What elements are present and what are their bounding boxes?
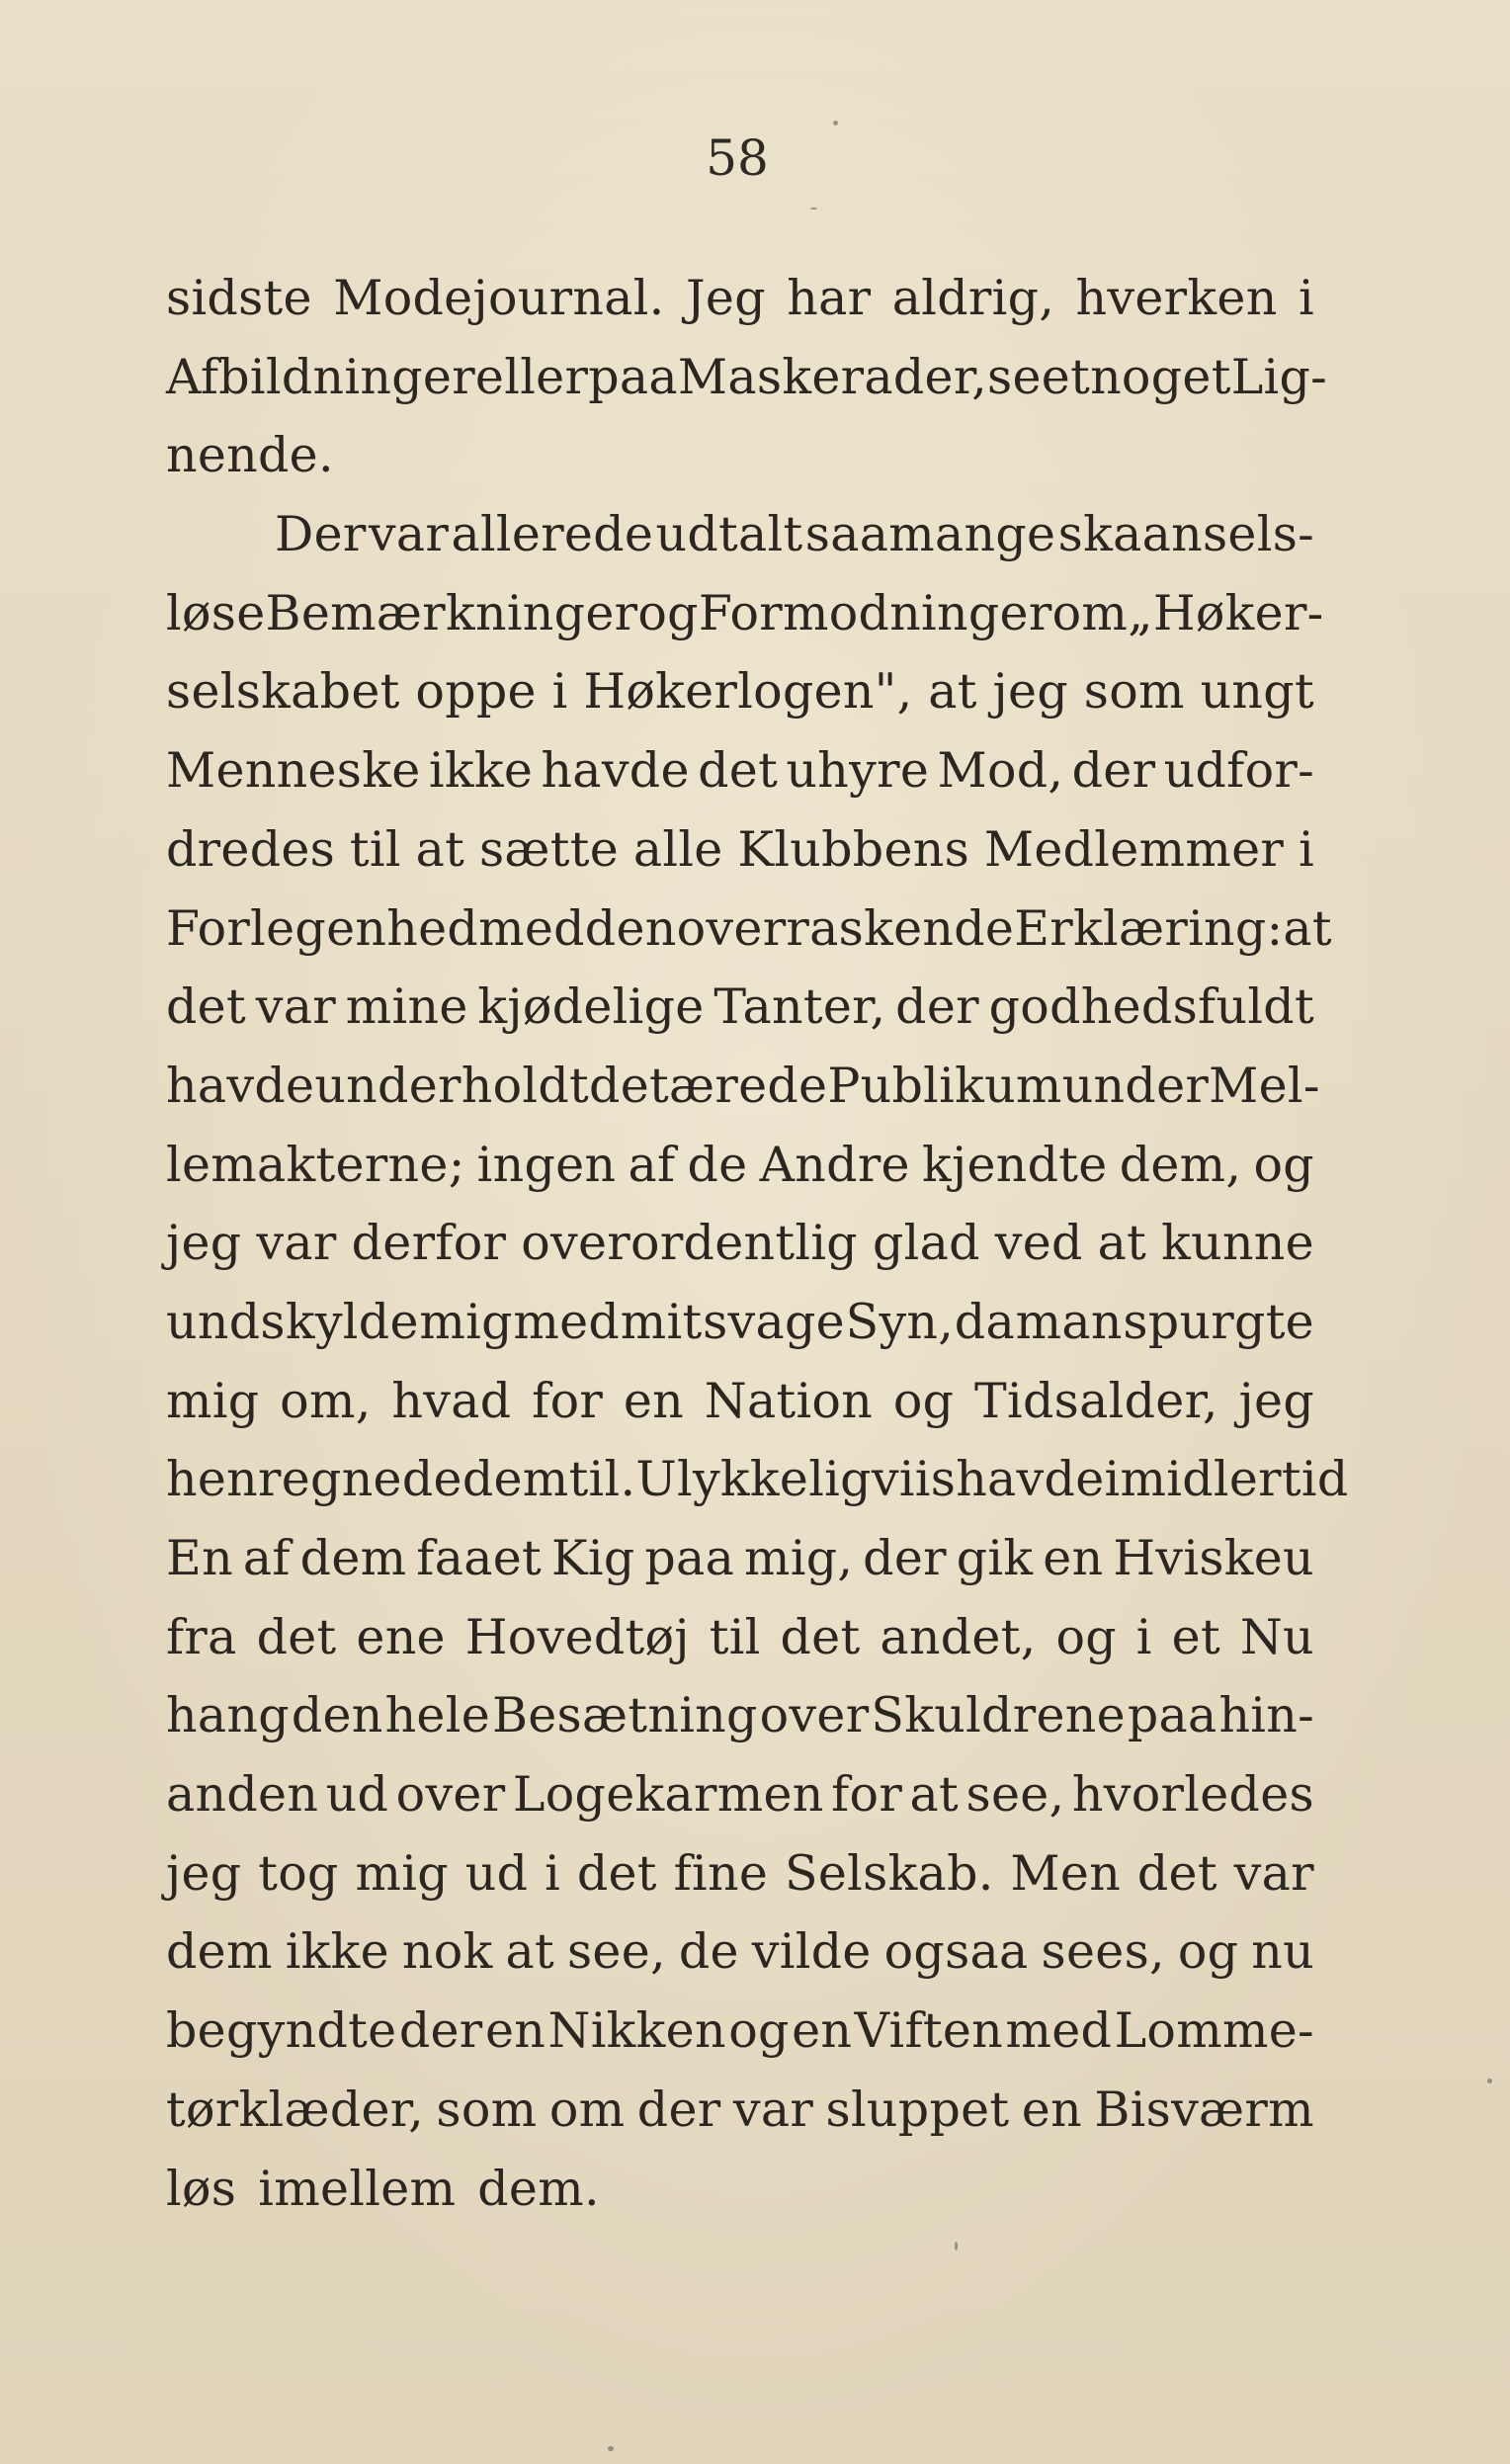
word: om: [548, 2081, 626, 2138]
word: at: [1283, 899, 1332, 957]
word: hvad: [391, 1372, 512, 1429]
word: under: [1061, 1057, 1210, 1114]
word: af: [242, 1530, 291, 1586]
word: nu: [1251, 1923, 1314, 1981]
word: oppe: [415, 663, 537, 721]
word: Menneske: [166, 742, 421, 800]
word: hang: [166, 1687, 290, 1744]
text-line: [166, 338, 1328, 417]
word: i: [1135, 1608, 1152, 1665]
text-line: [166, 2150, 1314, 2229]
word: Erklæring:: [1014, 899, 1284, 957]
word: Selskab.: [784, 1844, 994, 1902]
word: noget: [1090, 348, 1231, 405]
word: at: [928, 663, 977, 721]
text-line: [166, 1047, 1320, 1126]
word: dem,: [1119, 1136, 1242, 1193]
word: Nikken: [547, 2002, 726, 2060]
word: og: [1177, 1923, 1239, 1981]
word: ogsaa: [883, 1923, 1029, 1981]
word: Høkerlogen",: [583, 663, 913, 721]
text-line: [166, 810, 1314, 890]
word: det: [780, 1608, 861, 1665]
word: det: [698, 742, 779, 800]
word: med: [513, 1293, 621, 1350]
paper-speck: [608, 2446, 614, 2451]
word: det: [589, 1057, 669, 1114]
text-line: [166, 495, 1314, 574]
word: Men: [1010, 1844, 1122, 1902]
word: undskylde: [166, 1293, 419, 1350]
word: Andre: [759, 1136, 910, 1193]
word: der: [636, 2081, 721, 2138]
word: allerede: [451, 506, 654, 563]
paper-speck: [955, 2242, 958, 2251]
word: henregnede: [166, 1451, 462, 1508]
word: faaet: [416, 1530, 543, 1586]
word: uhyre: [786, 742, 930, 800]
word: jeg: [166, 1215, 242, 1272]
text-line: [166, 1283, 1314, 1362]
word: Bemærkninger: [265, 584, 638, 641]
word: om,: [280, 1372, 372, 1429]
word: Mod,: [937, 742, 1064, 800]
word: sees,: [1041, 1923, 1165, 1981]
word: Viften: [854, 2002, 1004, 2060]
word: aldrig,: [891, 270, 1055, 326]
word: Forlegenhed: [166, 899, 479, 957]
word: i: [545, 1844, 561, 1902]
word: sidste: [166, 270, 312, 326]
word: at: [1097, 1215, 1147, 1272]
word: paa: [1127, 1687, 1217, 1744]
text-line: [166, 1440, 1349, 1519]
text-line: [166, 1204, 1314, 1283]
word: Tidsalder,: [974, 1372, 1218, 1429]
word: til: [349, 820, 401, 878]
word: og: [637, 584, 699, 641]
word: løs: [166, 2160, 237, 2217]
word: en: [623, 1372, 685, 1429]
word: imellem: [258, 2160, 457, 2217]
word: ungt: [1200, 663, 1314, 721]
word: det: [1136, 1844, 1217, 1902]
word: spurgte: [1123, 1293, 1314, 1350]
word: løse: [166, 584, 266, 641]
word: de: [678, 1923, 739, 1981]
word: Modejournal.: [333, 270, 665, 326]
word: Logekarmen: [512, 1766, 824, 1824]
word: mine: [345, 978, 468, 1036]
word: paa: [644, 1530, 735, 1586]
word: tog: [258, 1844, 339, 1902]
word: Nu: [1239, 1608, 1314, 1665]
word: over: [395, 1766, 506, 1824]
word: dem.: [477, 2160, 600, 2217]
word: Kig: [550, 1530, 635, 1586]
word: overordentlig: [521, 1215, 858, 1272]
word: Klubbens: [737, 820, 970, 878]
text-line: [166, 574, 1324, 653]
text-line: [166, 2071, 1314, 2150]
word: i: [1298, 820, 1314, 878]
word: udfor-: [1163, 742, 1314, 800]
word: til: [709, 1608, 761, 1665]
word: lemakterne;: [166, 1136, 465, 1193]
word: Publikum: [827, 1057, 1062, 1114]
word: selskabet: [166, 663, 400, 721]
word: ud: [464, 1844, 529, 1902]
word: Medlemmer: [983, 820, 1285, 878]
word: Nation: [704, 1372, 874, 1429]
word: see,: [965, 1766, 1065, 1824]
word: Skuldrene: [871, 1687, 1126, 1744]
word: sluppet: [825, 2081, 1010, 2138]
word: det: [166, 978, 246, 1036]
text-line: [166, 1834, 1314, 1913]
word: kjødelige: [477, 978, 705, 1036]
word: man: [1015, 1293, 1123, 1350]
word: jeg: [992, 663, 1069, 721]
word: en: [792, 2002, 853, 2060]
word: kunne: [1161, 1215, 1314, 1272]
word: mit: [620, 1293, 703, 1350]
word: Hovedtøj: [464, 1608, 690, 1665]
word: ikke: [428, 742, 534, 800]
paper-speck: [810, 208, 817, 210]
text-line: [166, 1755, 1314, 1834]
word: Besætning: [491, 1687, 758, 1744]
text-line: [166, 968, 1314, 1047]
word: der: [895, 978, 979, 1036]
text-line: [166, 1126, 1314, 1205]
word: den: [291, 1687, 383, 1744]
word: ud: [325, 1766, 389, 1824]
word: mig: [355, 1844, 449, 1902]
word: andet,: [880, 1608, 1037, 1665]
word: godhedsfuldt: [988, 978, 1314, 1036]
word: see,: [566, 1923, 666, 1981]
word: om: [1051, 584, 1129, 641]
word: mig: [166, 1372, 260, 1429]
word: og: [892, 1372, 955, 1429]
word: seet: [987, 348, 1091, 405]
word: saamange: [804, 506, 1056, 563]
paper-speck: [1487, 2079, 1492, 2083]
word: de: [687, 1136, 748, 1193]
word: Lomme-: [1114, 2002, 1314, 2060]
word: Mel-: [1209, 1057, 1320, 1114]
word: imidlertid: [1104, 1451, 1349, 1508]
text-line: [166, 1598, 1314, 1677]
word: begyndte: [166, 2002, 397, 2060]
word: Syn,: [845, 1293, 955, 1350]
word: for: [532, 1372, 604, 1429]
text-line: [166, 890, 1332, 969]
word: det: [576, 1844, 657, 1902]
word: der: [863, 1530, 947, 1586]
word: der: [1071, 742, 1156, 800]
word: derfor: [351, 1215, 507, 1272]
word: havde: [541, 742, 690, 800]
word: i: [1298, 270, 1314, 326]
word: eller: [474, 348, 589, 405]
word: glad: [872, 1215, 980, 1272]
word: en: [484, 2002, 546, 2060]
word: som: [436, 2081, 538, 2138]
word: alle: [632, 820, 723, 878]
word: at: [505, 1923, 555, 1981]
word: Der: [275, 506, 367, 563]
page-number: 58: [706, 129, 769, 187]
word: et: [1171, 1608, 1220, 1665]
word: havde: [166, 1057, 315, 1114]
word: mig,: [743, 1530, 854, 1586]
text-line: [166, 1519, 1314, 1598]
word: var: [256, 1215, 337, 1272]
body-text: [166, 259, 1349, 2228]
word: var: [1233, 1844, 1314, 1902]
paper-speck: [833, 121, 838, 126]
word: en: [1043, 1530, 1104, 1586]
word: nok: [401, 1923, 493, 1981]
word: var: [368, 506, 450, 563]
text-line: [166, 259, 1314, 338]
word: Lig-: [1230, 348, 1328, 405]
word: har: [787, 270, 872, 326]
word: ene: [356, 1608, 446, 1665]
word: var: [732, 2081, 814, 2138]
word: tørklæder,: [166, 2081, 425, 2138]
word: med: [1005, 2002, 1113, 2060]
word: ikke: [285, 1923, 389, 1981]
word: at: [415, 820, 465, 878]
word: Jeg: [685, 270, 766, 326]
word: hverken: [1075, 270, 1278, 326]
text-line: [166, 731, 1314, 810]
word: med: [478, 899, 585, 957]
word: den: [584, 899, 677, 957]
word: Maskerader,: [677, 348, 988, 405]
text-line: [166, 1362, 1314, 1441]
word: ærede: [669, 1057, 828, 1114]
word: Bisværm: [1094, 2081, 1314, 2138]
word: underholdt: [314, 1057, 590, 1114]
word: paa: [588, 348, 678, 405]
word: og: [1253, 1136, 1314, 1193]
word: Tanter,: [713, 978, 886, 1036]
word: at: [909, 1766, 960, 1824]
word: hele: [384, 1687, 491, 1744]
word: havde: [956, 1451, 1105, 1508]
word: da: [954, 1293, 1015, 1350]
word: jeg: [166, 1844, 242, 1902]
word: Formodninger: [698, 584, 1052, 641]
word: vilde: [751, 1923, 872, 1981]
text-line: [166, 1992, 1314, 2071]
word: og: [728, 2002, 790, 2060]
word: dem: [461, 1451, 569, 1508]
word: dem: [299, 1530, 407, 1586]
word: svage: [703, 1293, 845, 1350]
word: dem: [166, 1923, 273, 1981]
word: anden: [166, 1766, 319, 1824]
text-line: [166, 416, 1314, 495]
word: Ulykkeligviis: [635, 1451, 957, 1508]
word: som: [1083, 663, 1185, 721]
text-line: [166, 652, 1314, 731]
word: en: [1021, 2081, 1082, 2138]
word: ingen: [476, 1136, 617, 1193]
word: jeg: [1238, 1372, 1314, 1429]
word: ved: [994, 1215, 1083, 1272]
word: overraskende: [676, 899, 1015, 957]
word: og: [1055, 1608, 1117, 1665]
word: over: [759, 1687, 870, 1744]
word: hin-: [1218, 1687, 1314, 1744]
word: fra: [166, 1608, 237, 1665]
word: „Høker-: [1128, 584, 1324, 641]
word: nende.: [166, 427, 334, 484]
word: i: [551, 663, 568, 721]
word: udtalt: [655, 506, 803, 563]
word: En: [166, 1530, 233, 1586]
word: til.: [568, 1451, 636, 1508]
word: det: [256, 1608, 337, 1665]
word: sætte: [478, 820, 620, 878]
word: for: [831, 1766, 903, 1824]
text-line: [166, 1676, 1314, 1755]
word: der: [398, 2002, 483, 2060]
word: af: [628, 1136, 676, 1193]
word: hvorledes: [1071, 1766, 1314, 1824]
word: fine: [673, 1844, 769, 1902]
word: gik: [956, 1530, 1034, 1586]
word: Hviskeu: [1113, 1530, 1314, 1586]
word: mig: [419, 1293, 513, 1350]
word: skaansels-: [1057, 506, 1314, 563]
text-line: [166, 1912, 1314, 1992]
word: Afbildninger: [166, 348, 475, 405]
word: kjendte: [921, 1136, 1108, 1193]
word: var: [255, 978, 336, 1036]
word: dredes: [166, 820, 336, 878]
